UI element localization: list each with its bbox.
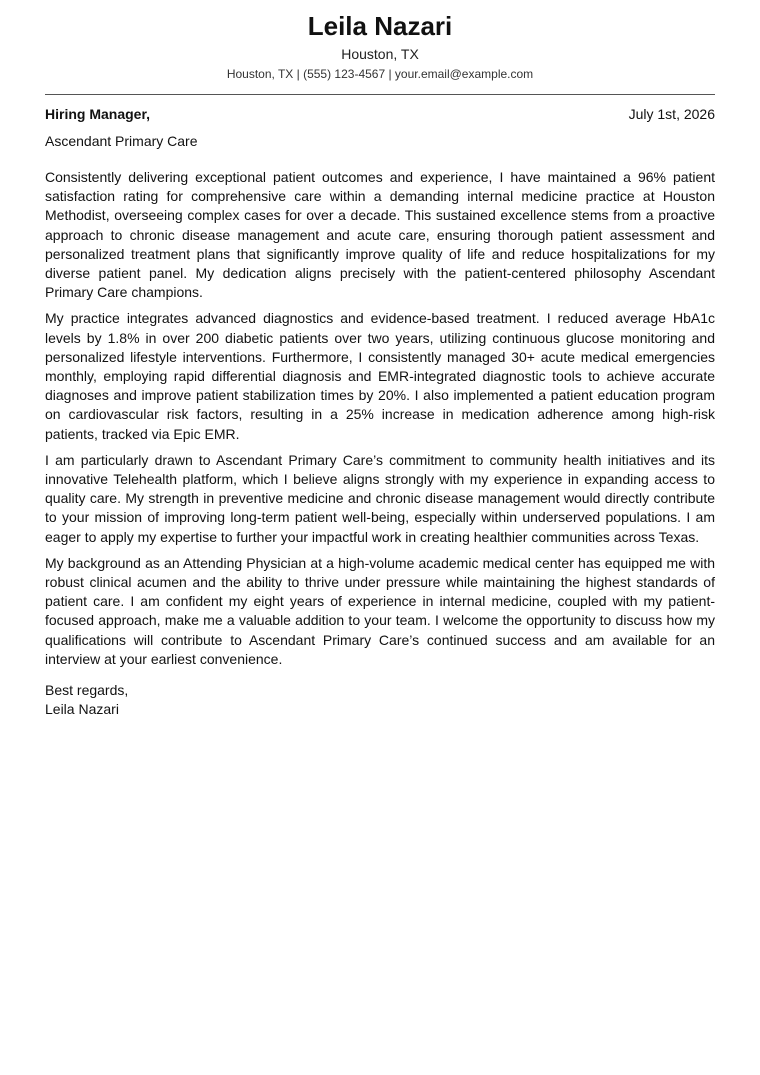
- body-paragraph-4: My background as an Attending Physician at a high-volume academic medical center has equipped me with robust clinical acumen and the ability to thrive under pressure while maintaining the highest standards of patient care. I am confident my eight years of experience in internal medicine, coupled with my patient-focused approach, make me a valuable addition to your team. I welcome the opportunity to discuss how my qualifications will contribute to Ascendant Primary Care’s continued success and am available for an interview at your earliest convenience.: [45, 554, 715, 667]
- letter-closing: [45, 681, 715, 719]
- letter-header: [45, 0, 715, 82]
- closing-phrase: Best regards,: [45, 682, 129, 699]
- contact-line: Houston, TX | (555) 123-4567 | your.email@example.com: [226, 67, 534, 81]
- letter-body: [45, 168, 715, 669]
- body-paragraph-1: Consistently delivering exceptional patient outcomes and experience, I have maintained a 96% patient satisfaction rating for comprehensive care within a demanding internal medicine practice at Houston Methodist, overseeing complex cases for over a decade. This sustained excellence stems from a proactive approach to chronic disease management and acute care, ensuring thorough patient assessment and personalized treatment plans that significantly improve quality of life and reduce hospitalizations for my diverse patient panel. My dedication aligns precisely with the patient-centered philosophy Ascendant Primary Care champions.: [45, 169, 715, 301]
- applicant-name: Leila Nazari: [307, 11, 453, 41]
- recipient-salutation: Hiring Manager,: [45, 106, 151, 122]
- applicant-city: Houston, TX: [341, 46, 419, 62]
- letter-date: July 1st, 2026: [628, 106, 715, 122]
- signature-name: Leila Nazari: [45, 701, 119, 718]
- header-divider: [45, 94, 715, 95]
- body-paragraph-3: I am particularly drawn to Ascendant Primary Care’s commitment to community health initiatives and its innovative Telehealth platform, which I believe aligns strongly with my experience in expanding access to quality care. My strength in preventive medicine and chronic disease management would directly contribute to your mission of improving long-term patient well-being, especially within underserved populations. I am eager to apply my expertise to further your impactful work in creating healthier communities across Texas.: [45, 451, 715, 545]
- recipient-date-row: [45, 105, 715, 123]
- body-paragraph-2: My practice integrates advanced diagnostics and evidence-based treatment. I reduced average HbA1c levels by 1.8% in over 200 diabetic patients over two years, utilizing continuous glucose monitoring and personalized lifestyle interventions. Furthermore, I consistently managed 30+ acute medical emergencies monthly, employing rapid differential diagnosis and EMR-integrated diagnostic tools to achieve accurate diagnoses and improve patient stabilization times by 20%. I also implemented a patient education program on cardiovascular risk factors, resulting in a 25% increase in medication adherence among high-risk patients, tracked via Epic EMR.: [45, 310, 715, 442]
- company-name: Ascendant Primary Care: [45, 133, 198, 149]
